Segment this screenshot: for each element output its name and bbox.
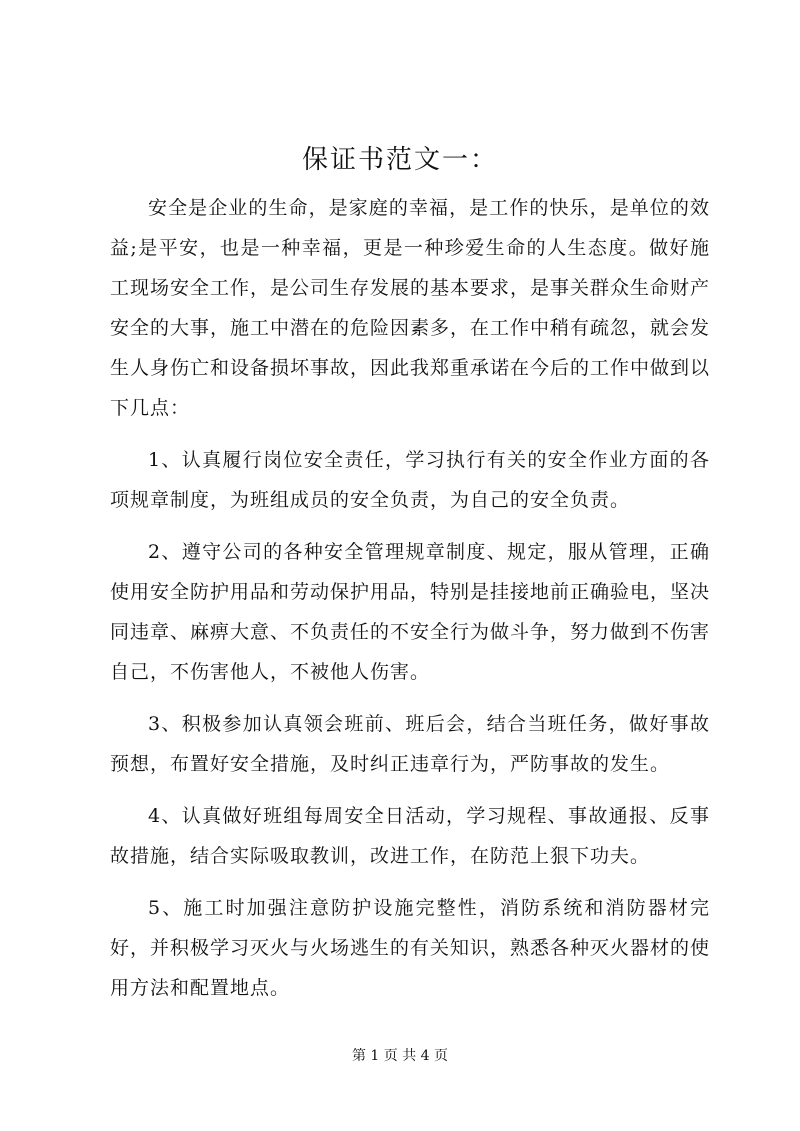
pledge-item-3: 3、积极参加认真领会班前、班后会，结合当班任务，做好事故预想，布置好安全措施，及时纠正违章行为，严防事故的发生。 [110, 713, 710, 775]
pledge-item-5: 5、施工时加强注意防护设施完整性，消防系统和消防器材完好，并积极学习灭火与火场逃生的有关知识，熟悉各种灭火器材的使用方法和配置地点。 [110, 897, 711, 999]
intro-paragraph: 安全是企业的生命，是家庭的幸福，是工作的快乐，是单位的效益;是平安，也是一种幸福，更是一种珍爱生命的人生态度。做好施工现场安全工作，是公司生存发展的基本要求，是事关群众生命财产安全的大事，施工中潜在的危险因素多，在工作中稍有疏忽，就会发生人身伤亡和设备损坏事故，因此我郑重承诺在今后的工作中做到以下几点： [110, 197, 711, 419]
page-number-footer: 第 1 页 共 4 页 [351, 1048, 449, 1064]
pledge-item-1: 1、认真履行岗位安全责任，学习执行有关的安全作业方面的各项规章制度，为班组成员的安全负责，为自己的安全负责。 [110, 449, 710, 511]
pledge-item-2: 2、遵守公司的各种安全管理规章制度、规定，服从管理，正确使用安全防护用品和劳动保护用品，特别是挂接地前正确验电，坚决同违章、麻痹大意、不负责任的不安全行为做斗争，努力做到不伤害自己，不伤害他人，不被他人伤害。 [110, 541, 711, 683]
document-body [110, 188, 710, 1020]
document-title: 保证书范文一： [301, 145, 498, 175]
pledge-item-4: 4、认真做好班组每周安全日活动，学习规程、事故通报、反事故措施，结合实际吸取教训，改进工作，在防范上狠下功夫。 [110, 805, 710, 867]
